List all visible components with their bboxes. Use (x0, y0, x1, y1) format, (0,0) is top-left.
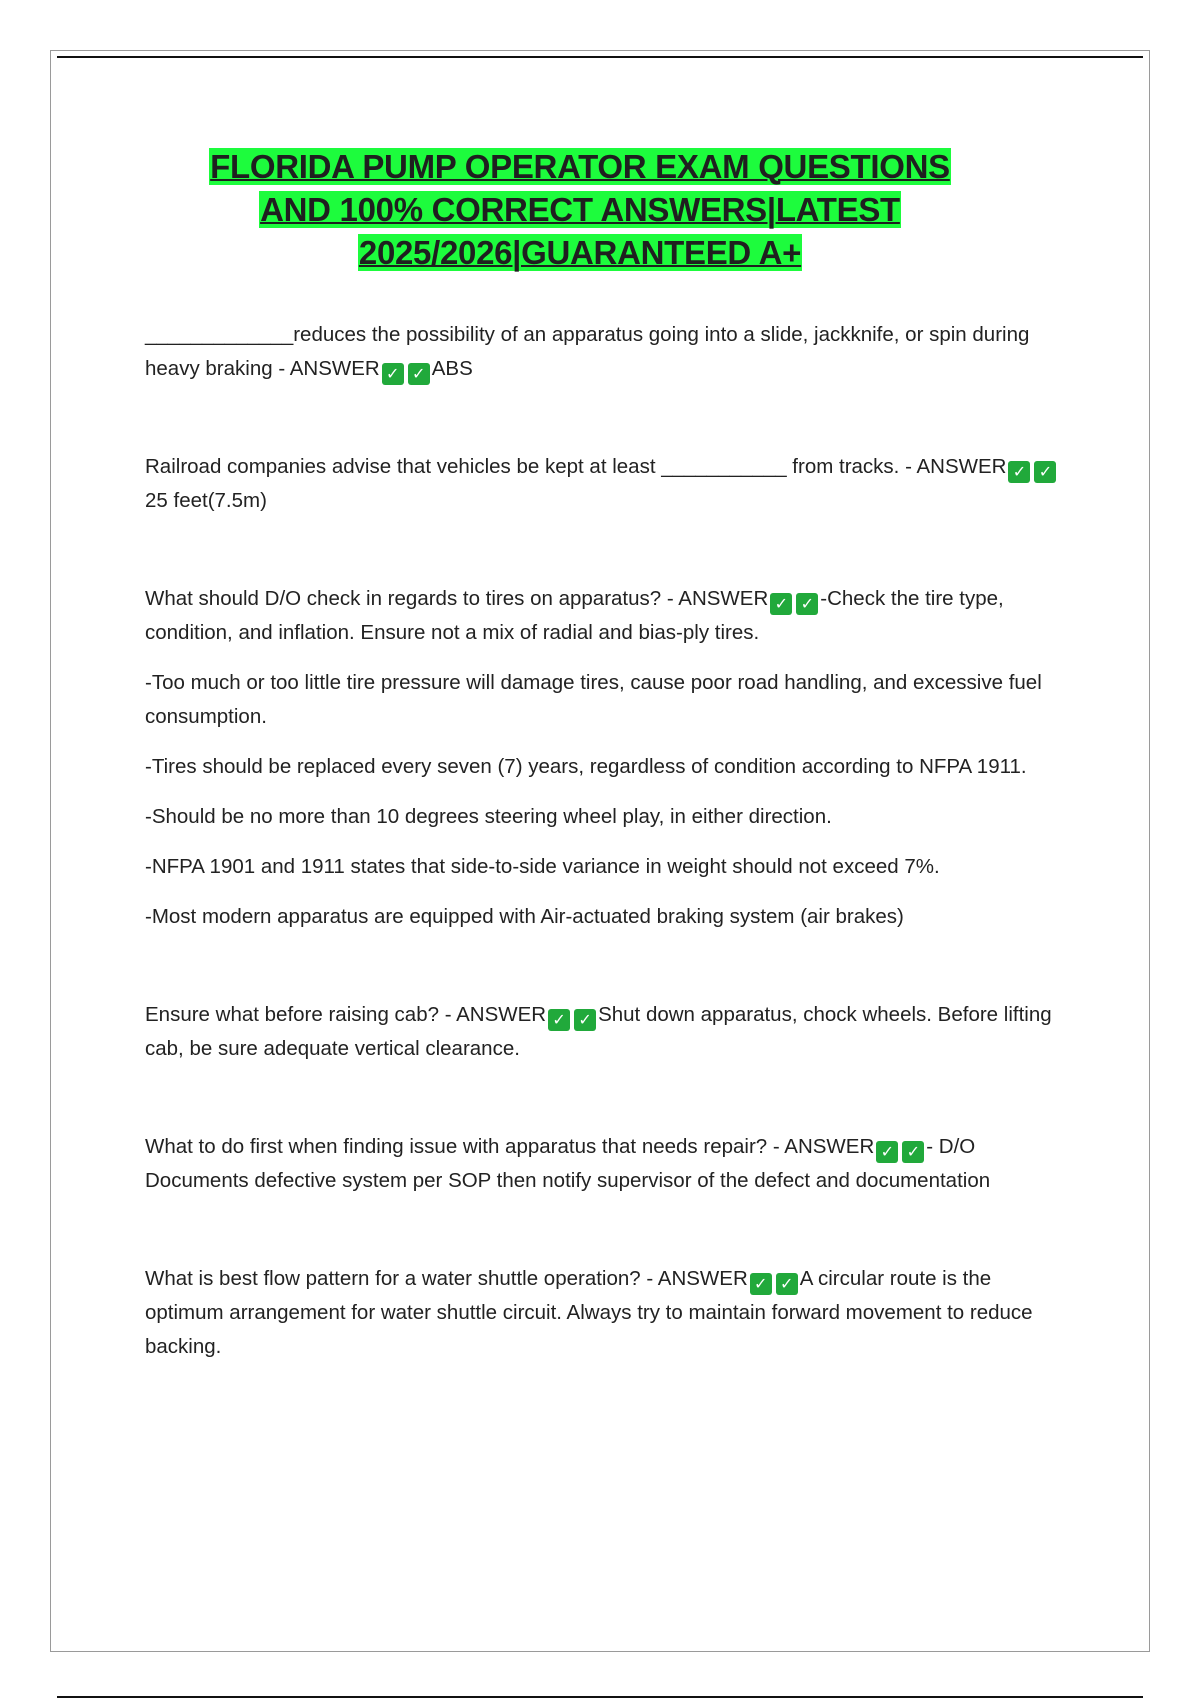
answer-label: ANSWER (784, 1135, 875, 1158)
answer-label: ANSWER (916, 455, 1007, 478)
answer-detail: -NFPA 1901 and 1911 states that side-to-side variance in weight should not exceed 7%. (145, 855, 940, 878)
answer-label: ANSWER (289, 357, 380, 380)
document-title (130, 145, 1030, 274)
qa-question-paragraph (145, 318, 1070, 386)
qa-item (145, 1130, 1070, 1198)
question-text: What should D/O check in regards to tires on apparatus? - (145, 587, 679, 610)
qa-item (145, 450, 1070, 518)
check-mark-icon: ✓ (574, 1009, 596, 1031)
title-line-3: 2025/2026|GUARANTEED A+ (358, 234, 802, 271)
question-text: What to do first when finding issue with apparatus that needs repair? - (145, 1135, 785, 1158)
answer-text: ABS (431, 357, 473, 380)
qa-item (145, 998, 1070, 1066)
check-mark-icon: ✓ (796, 593, 818, 615)
title-line-2: AND 100% CORRECT ANSWERS|LATEST (260, 191, 900, 228)
answer-detail: -Most modern apparatus are equipped with Air-actuated braking system (air brakes) (145, 905, 904, 928)
check-mark-icon: ✓ (548, 1009, 570, 1031)
answer-detail: -Too much or too little tire pressure will damage tires, cause poor road handling, and excessive fuel consumption. (145, 671, 1042, 728)
qa-list (145, 318, 1070, 1364)
check-mark-icon: ✓ (876, 1141, 898, 1163)
check-mark-icon: ✓ (902, 1141, 924, 1163)
question-text: Ensure what before raising cab? - (145, 1003, 457, 1026)
question-text: _____________reduces the possibility of an apparatus going into a slide, jackknife, or spin during heavy braking - (145, 323, 1030, 380)
check-mark-icon: ✓ (382, 363, 404, 385)
answer-text: 25 feet(7.5m) (145, 489, 267, 512)
top-rule (57, 56, 1143, 58)
answer-text: - D/O Documents defective system per SOP then notify supervisor of the defect and documentation (145, 1135, 991, 1192)
check-mark-icon: ✓ (1008, 461, 1030, 483)
question-text: Railroad companies advise that vehicles be kept at least ___________ from tracks. - (145, 455, 917, 478)
check-mark-icon: ✓ (776, 1273, 798, 1295)
qa-item (145, 318, 1070, 386)
question-text: What is best flow pattern for a water shuttle operation? - (145, 1267, 658, 1290)
qa-question-paragraph (145, 582, 1070, 650)
qa-question-paragraph (145, 998, 1070, 1066)
qa-question-paragraph (145, 1262, 1070, 1364)
answer-label: ANSWER (657, 1267, 748, 1290)
bottom-rule (57, 1696, 1143, 1698)
check-mark-icon: ✓ (750, 1273, 772, 1295)
answer-text: A circular route is the optimum arrangement for water shuttle circuit. Always try to maintain forward movement to reduce backing. (145, 1267, 1033, 1358)
answer-detail: -Tires should be replaced every seven (7) years, regardless of condition according to NFPA 1911. (145, 755, 1027, 778)
title-line-1: FLORIDA PUMP OPERATOR EXAM QUESTIONS (210, 148, 950, 185)
answer-text: Shut down apparatus, chock wheels. Before lifting cab, be sure adequate vertical clearance. (145, 1003, 1052, 1060)
answer-detail: -Should be no more than 10 degrees steering wheel play, in either direction. (145, 805, 832, 828)
answer-label: ANSWER (678, 587, 769, 610)
qa-item (145, 1262, 1070, 1364)
check-mark-icon: ✓ (408, 363, 430, 385)
qa-question-paragraph (145, 1130, 1070, 1198)
qa-item (145, 582, 1070, 934)
answer-label: ANSWER (456, 1003, 547, 1026)
check-mark-icon: ✓ (1034, 461, 1056, 483)
check-mark-icon: ✓ (770, 593, 792, 615)
answer-text: -Check the tire type, condition, and inflation. Ensure not a mix of radial and bias-ply tires. (145, 587, 1004, 644)
qa-question-paragraph (145, 450, 1070, 518)
